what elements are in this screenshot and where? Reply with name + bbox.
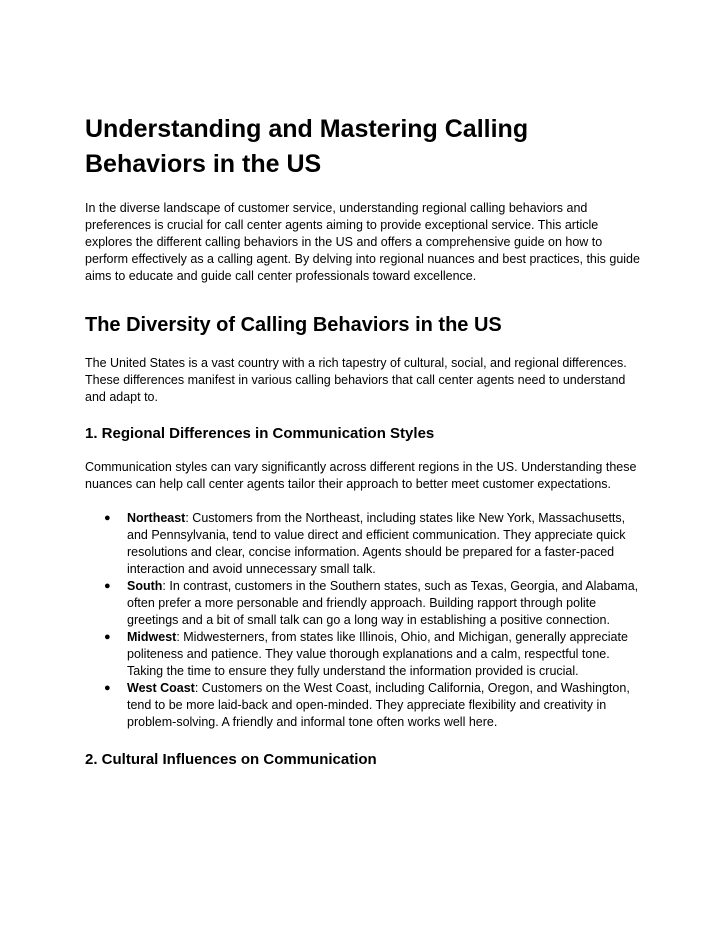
list-item-text: : Customers from the Northeast, including states like New York, Massachusetts, and Pennsylvania, tend to value direct and efficient communication. They appreciate quick resolutions and clear, concise information. Agents should be prepared for a faster-paced interaction and avoid unnecessary small talk. [127,511,626,576]
list-item-term: West Coast [127,681,195,695]
list-item-west-coast [85,680,640,731]
document-title: Understanding and Mastering Calling Behaviors in the US [85,115,529,178]
bullet-icon: ● [104,512,111,524]
intro-paragraph: In the diverse landscape of customer service, understanding regional calling behaviors and preferences is crucial for call center agents aiming to provide exceptional service. This article explores the different calling behaviors in the US and offers a comprehensive guide on how to perform effectively as a calling agent. By delving into regional nuances and best practices, this guide aims to educate and guide call center professionals toward excellence. [85,201,640,283]
list-item-term: Northeast [127,511,186,525]
list-item-term: Midwest [127,630,177,644]
paragraph-regional-differences: Communication styles can vary significantly across different regions in the US. Understanding these nuances can help call center agents tailor their approach to better meet customer expectations. [85,460,637,491]
document-page [85,112,640,771]
bullet-icon: ● [104,580,111,592]
list-item-term: South [127,579,163,593]
subheading-cultural-influences: 2. Cultural Influences on Communication [85,751,377,768]
list-item-text: : Midwesterners, from states like Illinois, Ohio, and Michigan, generally appreciate politeness and patience. They value thorough explanations and a calm, respectful tone. Taking the time to ensure they fully understand the information provided is crucial. [127,630,628,678]
section-heading-diversity: The Diversity of Calling Behaviors in the US [85,314,502,336]
subheading-regional-differences: 1. Regional Differences in Communication Styles [85,425,435,442]
list-item-south [85,578,640,629]
list-item-text: : In contrast, customers in the Southern states, such as Texas, Georgia, and Alabama, often prefer a more personable and friendly approach. Building rapport through polite greetings and a bit of small talk can go a long way in establishing a positive connection. [127,579,639,627]
regions-list [85,510,640,731]
list-item-text: : Customers on the West Coast, including California, Oregon, and Washington, tend to be more laid-back and open-minded. They appreciate flexibility and creativity in problem-solving. A friendly and informal tone often works well here. [127,681,630,729]
bullet-icon: ● [104,631,111,643]
section-paragraph-diversity: The United States is a vast country with a rich tapestry of cultural, social, and regional differences. These differences manifest in various calling behaviors that call center agents need to understand and adapt to. [85,356,627,404]
list-item-midwest [85,629,640,680]
list-item-northeast [85,510,640,578]
bullet-icon: ● [104,682,111,694]
